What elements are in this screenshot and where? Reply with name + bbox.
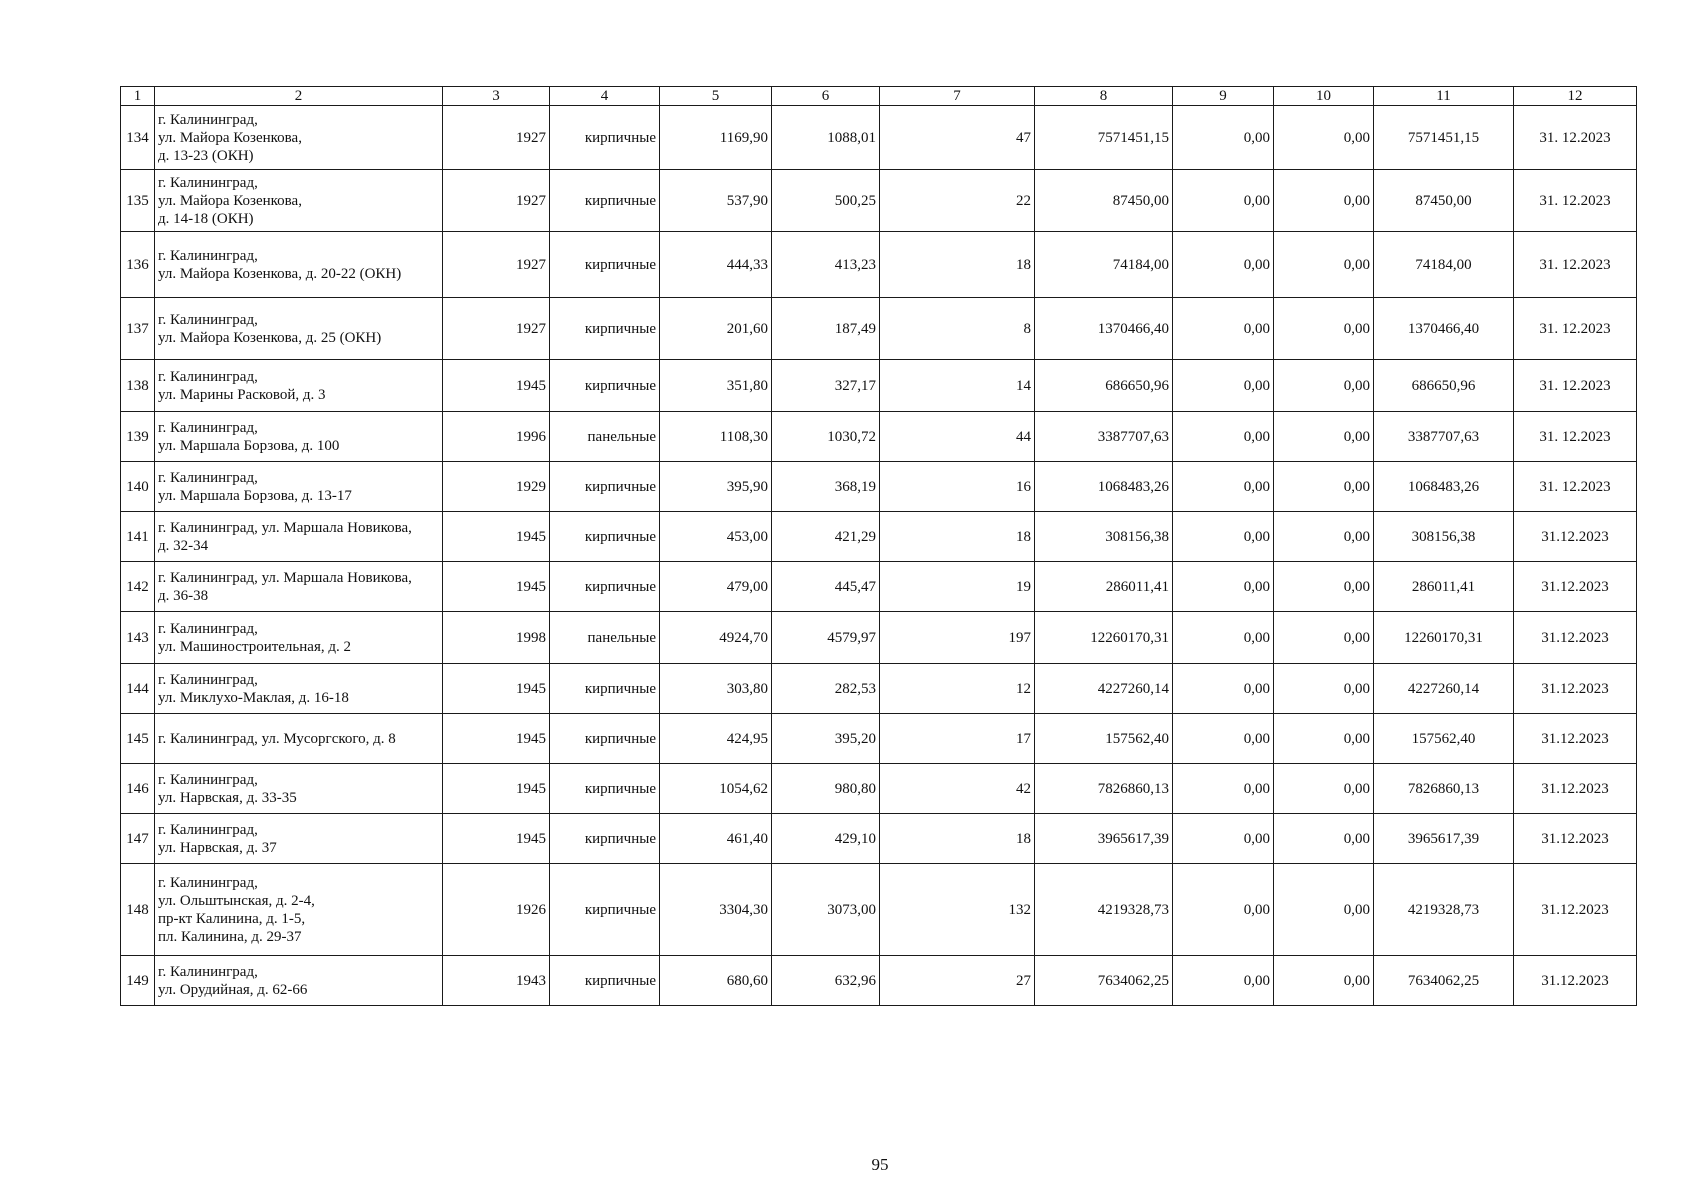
total-area-cell: 351,80 [660, 360, 772, 412]
cost-total-cell: 4227260,14 [1035, 664, 1173, 714]
total-area-cell: 680,60 [660, 956, 772, 1006]
total-area-cell: 444,33 [660, 232, 772, 298]
cost-col9-cell: 0,00 [1173, 360, 1274, 412]
row-number: 149 [121, 956, 155, 1006]
build-year-cell: 1945 [443, 714, 550, 764]
residents-cell: 18 [880, 814, 1035, 864]
table-row [121, 360, 1637, 412]
cost-total-cell: 1370466,40 [1035, 298, 1173, 360]
cost-total-cell: 74184,00 [1035, 232, 1173, 298]
address-cell: г. Калининград, ул. Маршала Борзова, д. 13-17 [155, 462, 443, 512]
living-area-cell: 421,29 [772, 512, 880, 562]
row-number: 138 [121, 360, 155, 412]
address-cell: г. Калининград, ул. Марины Расковой, д. 3 [155, 360, 443, 412]
row-number: 136 [121, 232, 155, 298]
residents-cell: 18 [880, 512, 1035, 562]
row-number: 144 [121, 664, 155, 714]
total-area-cell: 1054,62 [660, 764, 772, 814]
wall-material-cell: кирпичные [550, 664, 660, 714]
housing-repair-table [120, 86, 1637, 1006]
completion-date-cell: 31.12.2023 [1514, 664, 1637, 714]
build-year-cell: 1998 [443, 612, 550, 664]
completion-date-cell: 31.12.2023 [1514, 714, 1637, 764]
cost-col9-cell: 0,00 [1173, 612, 1274, 664]
cost-col10-cell: 0,00 [1274, 714, 1374, 764]
completion-date-cell: 31.12.2023 [1514, 764, 1637, 814]
wall-material-cell: кирпичные [550, 764, 660, 814]
residents-cell: 132 [880, 864, 1035, 956]
residents-cell: 18 [880, 232, 1035, 298]
build-year-cell: 1929 [443, 462, 550, 512]
cost-col9-cell: 0,00 [1173, 562, 1274, 612]
total-area-cell: 4924,70 [660, 612, 772, 664]
cost-total-cell: 686650,96 [1035, 360, 1173, 412]
build-year-cell: 1927 [443, 106, 550, 170]
address-cell: г. Калининград, ул. Майора Козенкова, д. 25 (ОКН) [155, 298, 443, 360]
cost-col11-cell: 308156,38 [1374, 512, 1514, 562]
cost-total-cell: 3387707,63 [1035, 412, 1173, 462]
cost-col10-cell: 0,00 [1274, 360, 1374, 412]
table-row [121, 612, 1637, 664]
wall-material-cell: кирпичные [550, 232, 660, 298]
cost-col10-cell: 0,00 [1274, 764, 1374, 814]
table-row [121, 764, 1637, 814]
build-year-cell: 1927 [443, 298, 550, 360]
cost-col10-cell: 0,00 [1274, 170, 1374, 232]
completion-date-cell: 31. 12.2023 [1514, 412, 1637, 462]
living-area-cell: 395,20 [772, 714, 880, 764]
residents-cell: 14 [880, 360, 1035, 412]
column-header-4: 4 [550, 87, 660, 106]
living-area-cell: 429,10 [772, 814, 880, 864]
build-year-cell: 1927 [443, 232, 550, 298]
residents-cell: 17 [880, 714, 1035, 764]
cost-col9-cell: 0,00 [1173, 956, 1274, 1006]
completion-date-cell: 31. 12.2023 [1514, 360, 1637, 412]
address-cell: г. Калининград, ул. Мусоргского, д. 8 [155, 714, 443, 764]
living-area-cell: 445,47 [772, 562, 880, 612]
wall-material-cell: кирпичные [550, 562, 660, 612]
cost-col10-cell: 0,00 [1274, 864, 1374, 956]
row-number: 143 [121, 612, 155, 664]
cost-col11-cell: 74184,00 [1374, 232, 1514, 298]
wall-material-cell: кирпичные [550, 462, 660, 512]
table-row [121, 462, 1637, 512]
table-row [121, 512, 1637, 562]
table-row [121, 562, 1637, 612]
cost-col11-cell: 87450,00 [1374, 170, 1514, 232]
total-area-cell: 1169,90 [660, 106, 772, 170]
cost-total-cell: 7571451,15 [1035, 106, 1173, 170]
residents-cell: 12 [880, 664, 1035, 714]
address-cell: г. Калининград, ул. Ольштынская, д. 2-4, пр-кт Калинина, д. 1-5, пл. Калинина, д. 29-37 [155, 864, 443, 956]
column-number-row [121, 87, 1637, 106]
table-row [121, 956, 1637, 1006]
cost-col9-cell: 0,00 [1173, 106, 1274, 170]
wall-material-cell: кирпичные [550, 864, 660, 956]
cost-col10-cell: 0,00 [1274, 106, 1374, 170]
cost-col11-cell: 12260170,31 [1374, 612, 1514, 664]
address-cell: г. Калининград, ул. Миклухо-Маклая, д. 16-18 [155, 664, 443, 714]
table-row [121, 814, 1637, 864]
total-area-cell: 453,00 [660, 512, 772, 562]
wall-material-cell: кирпичные [550, 814, 660, 864]
wall-material-cell: кирпичные [550, 106, 660, 170]
table-row [121, 412, 1637, 462]
address-cell: г. Калининград, ул. Маршала Борзова, д. 100 [155, 412, 443, 462]
cost-col9-cell: 0,00 [1173, 664, 1274, 714]
completion-date-cell: 31. 12.2023 [1514, 170, 1637, 232]
table-body [121, 106, 1637, 1006]
completion-date-cell: 31. 12.2023 [1514, 106, 1637, 170]
residents-cell: 42 [880, 764, 1035, 814]
cost-total-cell: 7634062,25 [1035, 956, 1173, 1006]
completion-date-cell: 31. 12.2023 [1514, 462, 1637, 512]
cost-col9-cell: 0,00 [1173, 462, 1274, 512]
column-header-12: 12 [1514, 87, 1637, 106]
total-area-cell: 395,90 [660, 462, 772, 512]
living-area-cell: 4579,97 [772, 612, 880, 664]
total-area-cell: 303,80 [660, 664, 772, 714]
row-number: 146 [121, 764, 155, 814]
cost-total-cell: 286011,41 [1035, 562, 1173, 612]
cost-total-cell: 308156,38 [1035, 512, 1173, 562]
cost-col10-cell: 0,00 [1274, 814, 1374, 864]
table-row [121, 298, 1637, 360]
wall-material-cell: панельные [550, 612, 660, 664]
living-area-cell: 282,53 [772, 664, 880, 714]
build-year-cell: 1996 [443, 412, 550, 462]
build-year-cell: 1926 [443, 864, 550, 956]
cost-col10-cell: 0,00 [1274, 664, 1374, 714]
row-number: 140 [121, 462, 155, 512]
total-area-cell: 424,95 [660, 714, 772, 764]
address-cell: г. Калининград, ул. Орудийная, д. 62-66 [155, 956, 443, 1006]
living-area-cell: 500,25 [772, 170, 880, 232]
cost-col9-cell: 0,00 [1173, 170, 1274, 232]
wall-material-cell: кирпичные [550, 956, 660, 1006]
living-area-cell: 327,17 [772, 360, 880, 412]
cost-col11-cell: 7634062,25 [1374, 956, 1514, 1006]
column-header-10: 10 [1274, 87, 1374, 106]
completion-date-cell: 31. 12.2023 [1514, 232, 1637, 298]
column-header-11: 11 [1374, 87, 1514, 106]
wall-material-cell: кирпичные [550, 170, 660, 232]
cost-col11-cell: 4227260,14 [1374, 664, 1514, 714]
build-year-cell: 1945 [443, 360, 550, 412]
total-area-cell: 201,60 [660, 298, 772, 360]
wall-material-cell: кирпичные [550, 298, 660, 360]
cost-total-cell: 4219328,73 [1035, 864, 1173, 956]
residents-cell: 44 [880, 412, 1035, 462]
address-cell: г. Калининград, ул. Нарвская, д. 33-35 [155, 764, 443, 814]
row-number: 135 [121, 170, 155, 232]
cost-total-cell: 1068483,26 [1035, 462, 1173, 512]
living-area-cell: 980,80 [772, 764, 880, 814]
table-row [121, 864, 1637, 956]
cost-col9-cell: 0,00 [1173, 864, 1274, 956]
cost-col9-cell: 0,00 [1173, 412, 1274, 462]
cost-total-cell: 3965617,39 [1035, 814, 1173, 864]
build-year-cell: 1945 [443, 764, 550, 814]
total-area-cell: 461,40 [660, 814, 772, 864]
cost-col11-cell: 7571451,15 [1374, 106, 1514, 170]
residents-cell: 22 [880, 170, 1035, 232]
residents-cell: 16 [880, 462, 1035, 512]
build-year-cell: 1943 [443, 956, 550, 1006]
wall-material-cell: панельные [550, 412, 660, 462]
cost-col10-cell: 0,00 [1274, 232, 1374, 298]
table-row [121, 664, 1637, 714]
cost-col11-cell: 1370466,40 [1374, 298, 1514, 360]
cost-col11-cell: 3387707,63 [1374, 412, 1514, 462]
column-header-6: 6 [772, 87, 880, 106]
row-number: 134 [121, 106, 155, 170]
address-cell: г. Калининград, ул. Майора Козенкова, д. 14-18 (ОКН) [155, 170, 443, 232]
cost-col11-cell: 7826860,13 [1374, 764, 1514, 814]
cost-total-cell: 87450,00 [1035, 170, 1173, 232]
total-area-cell: 479,00 [660, 562, 772, 612]
row-number: 145 [121, 714, 155, 764]
cost-col10-cell: 0,00 [1274, 562, 1374, 612]
row-number: 142 [121, 562, 155, 612]
cost-col9-cell: 0,00 [1173, 512, 1274, 562]
table-row [121, 170, 1637, 232]
cost-col11-cell: 1068483,26 [1374, 462, 1514, 512]
cost-col11-cell: 3965617,39 [1374, 814, 1514, 864]
residents-cell: 27 [880, 956, 1035, 1006]
cost-total-cell: 12260170,31 [1035, 612, 1173, 664]
completion-date-cell: 31.12.2023 [1514, 814, 1637, 864]
cost-col11-cell: 4219328,73 [1374, 864, 1514, 956]
build-year-cell: 1927 [443, 170, 550, 232]
cost-total-cell: 157562,40 [1035, 714, 1173, 764]
column-header-8: 8 [1035, 87, 1173, 106]
column-header-2: 2 [155, 87, 443, 106]
living-area-cell: 368,19 [772, 462, 880, 512]
table-row [121, 232, 1637, 298]
wall-material-cell: кирпичные [550, 512, 660, 562]
row-number: 141 [121, 512, 155, 562]
cost-col9-cell: 0,00 [1173, 714, 1274, 764]
address-cell: г. Калининград, ул. Майора Козенкова, д. 13-23 (ОКН) [155, 106, 443, 170]
living-area-cell: 187,49 [772, 298, 880, 360]
address-cell: г. Калининград, ул. Маршала Новикова, д. 36-38 [155, 562, 443, 612]
cost-col10-cell: 0,00 [1274, 956, 1374, 1006]
column-header-5: 5 [660, 87, 772, 106]
completion-date-cell: 31.12.2023 [1514, 562, 1637, 612]
row-number: 137 [121, 298, 155, 360]
cost-col10-cell: 0,00 [1274, 298, 1374, 360]
row-number: 139 [121, 412, 155, 462]
total-area-cell: 537,90 [660, 170, 772, 232]
cost-col10-cell: 0,00 [1274, 412, 1374, 462]
page-number: 95 [871, 1155, 889, 1174]
address-cell: г. Калининград, ул. Машиностроительная, д. 2 [155, 612, 443, 664]
table-row [121, 106, 1637, 170]
build-year-cell: 1945 [443, 512, 550, 562]
address-cell: г. Калининград, ул. Нарвская, д. 37 [155, 814, 443, 864]
cost-col10-cell: 0,00 [1274, 512, 1374, 562]
build-year-cell: 1945 [443, 562, 550, 612]
column-header-3: 3 [443, 87, 550, 106]
cost-col10-cell: 0,00 [1274, 462, 1374, 512]
living-area-cell: 632,96 [772, 956, 880, 1006]
wall-material-cell: кирпичные [550, 360, 660, 412]
completion-date-cell: 31.12.2023 [1514, 956, 1637, 1006]
cost-total-cell: 7826860,13 [1035, 764, 1173, 814]
column-header-1: 1 [121, 87, 155, 106]
cost-col10-cell: 0,00 [1274, 612, 1374, 664]
living-area-cell: 1088,01 [772, 106, 880, 170]
cost-col9-cell: 0,00 [1173, 814, 1274, 864]
table-row [121, 714, 1637, 764]
wall-material-cell: кирпичные [550, 714, 660, 764]
column-header-9: 9 [1173, 87, 1274, 106]
residents-cell: 197 [880, 612, 1035, 664]
completion-date-cell: 31.12.2023 [1514, 864, 1637, 956]
column-header-7: 7 [880, 87, 1035, 106]
cost-col9-cell: 0,00 [1173, 232, 1274, 298]
living-area-cell: 413,23 [772, 232, 880, 298]
total-area-cell: 1108,30 [660, 412, 772, 462]
living-area-cell: 3073,00 [772, 864, 880, 956]
completion-date-cell: 31.12.2023 [1514, 612, 1637, 664]
address-cell: г. Калининград, ул. Маршала Новикова, д. 32-34 [155, 512, 443, 562]
completion-date-cell: 31.12.2023 [1514, 512, 1637, 562]
cost-col9-cell: 0,00 [1173, 764, 1274, 814]
row-number: 147 [121, 814, 155, 864]
residents-cell: 19 [880, 562, 1035, 612]
build-year-cell: 1945 [443, 814, 550, 864]
address-cell: г. Калининград, ул. Майора Козенкова, д. 20-22 (ОКН) [155, 232, 443, 298]
completion-date-cell: 31. 12.2023 [1514, 298, 1637, 360]
cost-col11-cell: 286011,41 [1374, 562, 1514, 612]
residents-cell: 47 [880, 106, 1035, 170]
row-number: 148 [121, 864, 155, 956]
living-area-cell: 1030,72 [772, 412, 880, 462]
table-header [121, 87, 1637, 106]
cost-col11-cell: 686650,96 [1374, 360, 1514, 412]
residents-cell: 8 [880, 298, 1035, 360]
total-area-cell: 3304,30 [660, 864, 772, 956]
cost-col9-cell: 0,00 [1173, 298, 1274, 360]
cost-col11-cell: 157562,40 [1374, 714, 1514, 764]
build-year-cell: 1945 [443, 664, 550, 714]
